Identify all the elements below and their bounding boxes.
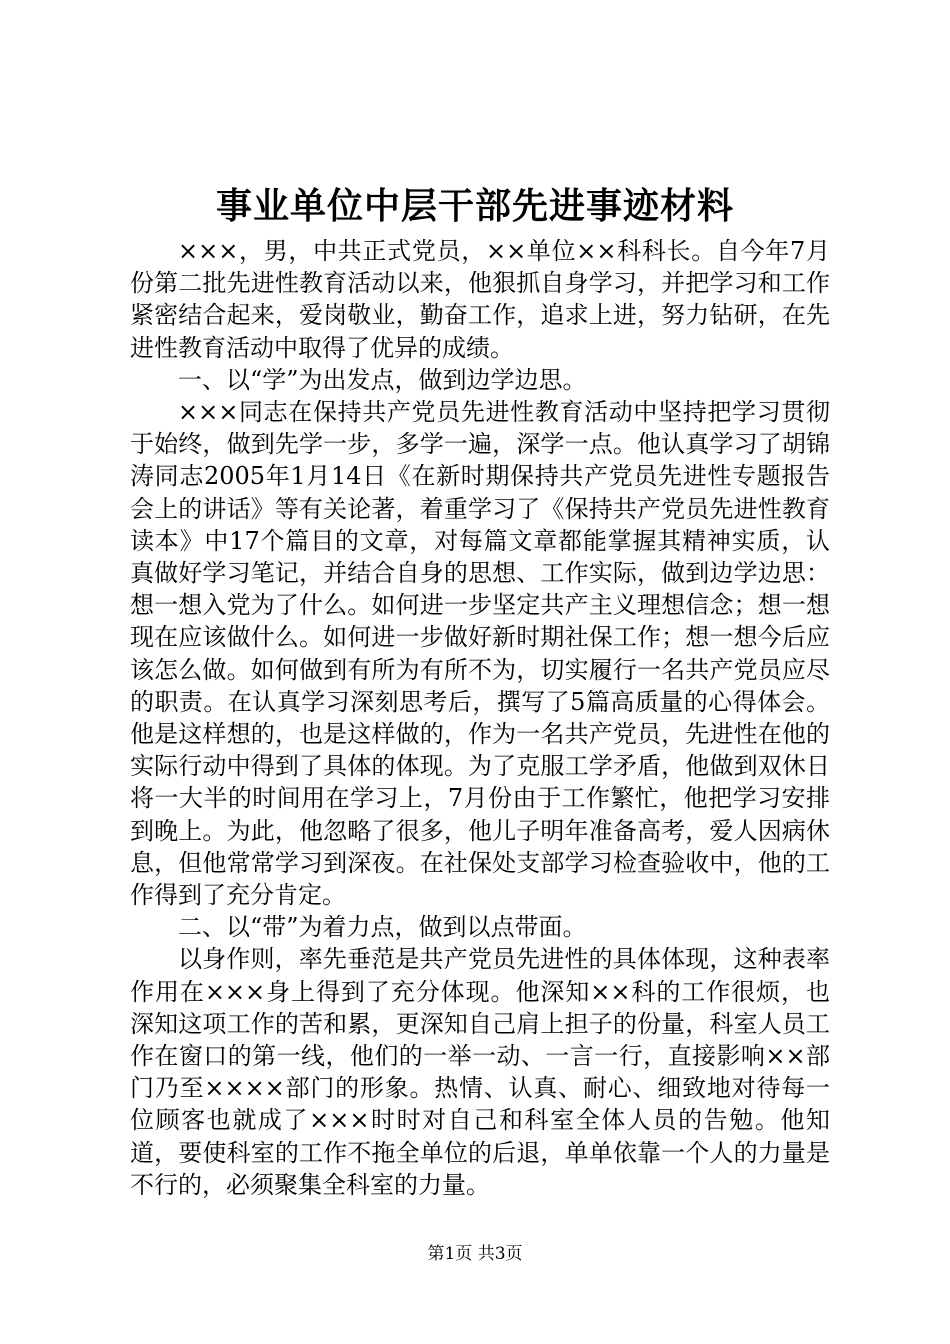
page-footer: 第1页 共3页 <box>427 1244 523 1264</box>
paragraph-section-2: 以身作则，率先垂范是共产党员先进性的具体体现，这种表率作用在×××身上得到了充分体现。他深知××科的工作很烦，也深知这项工作的苦和累，更深知自己肩上担子的份量，科室人员工作在窗口的第一线，他们的一举一动、一言一行，直接影响××部门乃至××××部门的形象。热情、认真、耐心、细致地对待每一位顾客也就成了×××时时对自己和科室全体人员的告勉。他知道，要使科室的工作不拖全单位的后退，单单依靠一个人的力量是不行的，必须聚集全科室的力量。 <box>130 945 830 1199</box>
document-title: 事业单位中层干部先进事迹材料 <box>215 185 734 227</box>
paragraph-section-1: ×××同志在保持共产党员先进性教育活动中坚持把学习贯彻于始终，做到先学一步，多学一遍，深学一点。他认真学习了胡锦涛同志2005年1月14日《在新时期保持共产党员先进性专题报告会上的讲话》等有关论著，着重学习了《保持共产党员先进性教育读本》中17个篇目的文章，对每篇文章都能掌握其精神实质，认真做好学习笔记，并结合自身的思想、工作实际，做到边学边思：想一想入党为了什么。如何进一步坚定共产主义理想信念；想一想现在应该做什么。如何进一步做好新时期社保工作；想一想今后应该怎么做。如何做到有所为有所不为，切实履行一名共产党员应尽的职责。在认真学习深刻思考后，撰写了5篇高质量的心得体会。他是这样想的，也是这样做的，作为一名共产党员，先进性在他的实际行动中得到了具体的体现。为了克服工学矛盾，他做到双休日将一大半的时间用在学习上，7月份由于工作繁忙，他把学习安排到晚上。为此，他忽略了很多，他儿子明年准备高考，爱人因病休息，但他常常学习到深夜。在社保处支部学习检查验收中，他的工作得到了充分肯定。 <box>130 398 830 910</box>
document-body <box>130 235 830 1201</box>
section-heading-1: 一、以“学”为出发点，做到边学边思。 <box>178 365 587 394</box>
section-heading-2: 二、以“带”为着力点，做到以点带面。 <box>178 913 587 942</box>
paragraph-intro: ×××，男，中共正式党员，××单位××科科长。自今年7月份第二批先进性教育活动以来，他狠抓自身学习，并把学习和工作紧密结合起来，爱岗敬业，勤奋工作，追求上进，努力钻研，在先进性教育活动中取得了优异的成绩。 <box>130 237 830 362</box>
